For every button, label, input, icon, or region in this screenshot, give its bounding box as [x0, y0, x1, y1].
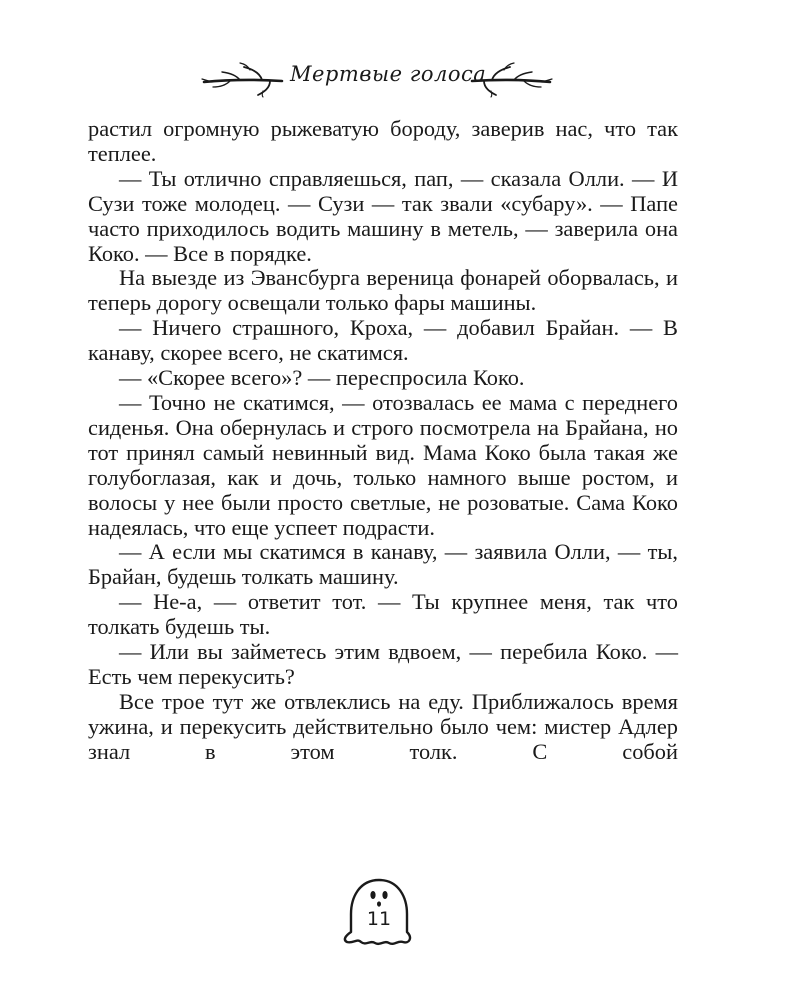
running-title: Мертвые голоса [290, 62, 487, 86]
page-body [88, 117, 678, 765]
branch-right-icon [470, 60, 554, 98]
paragraph-5: — «Скорее всего»? — переспросила Коко. [119, 365, 525, 391]
paragraph-2: — Ты отлично справляешься, пап, — сказала Олли. — И Сузи тоже молодец. — Сузи — так звали «субару». — Папе часто приходилось водить машину в метель, — заверила она Коко. — Все в порядке. [88, 165, 678, 266]
paragraph-7: — А если мы скатимся в канаву, — заявила Олли, — ты, Брайан, будешь толкать машину. [88, 539, 678, 590]
paragraph-6: — Точно не скатимся, — отозвалась ее мама с переднего сиденья. Она обернулась и строго посмотрела на Брайана, но тот принял самый невинный вид. Мама Коко была такая же голубоглазая, как и дочь, только намного выше ростом, и волосы у нее были просто светлые, не розоватые. Сама Коко надеялась, что еще успеет подрасти. [88, 389, 678, 540]
page-number: 11 [366, 908, 392, 930]
paragraph-10: Все трое тут же отвлеклись на еду. Приближалось время ужина, и перекусить действительно было чем: мистер Адлер знал в этом толк. С собой [88, 688, 678, 764]
paragraph-4: — Ничего страшного, Кроха, — добавил Брайан. — В канаву, скорее всего, не скатимся. [88, 315, 678, 366]
paragraph-9: — Или вы займетесь этим вдвоем, — перебила Коко. — Есть чем перекусить? [88, 639, 678, 689]
page-footer [339, 876, 419, 948]
paragraph-3: На выезде из Эвансбурга вереница фонарей оборвалась, и теперь дорогу освещали только фары машины. [88, 265, 678, 316]
paragraph-8: — Не-а, — ответит тот. — Ты крупнее меня, так что толкать будешь ты. [88, 589, 678, 640]
paragraph-1: растил огромную рыжеватую бороду, заверив нас, что так теплее. [88, 116, 678, 166]
branch-left-icon [200, 60, 284, 98]
running-header [0, 56, 800, 100]
